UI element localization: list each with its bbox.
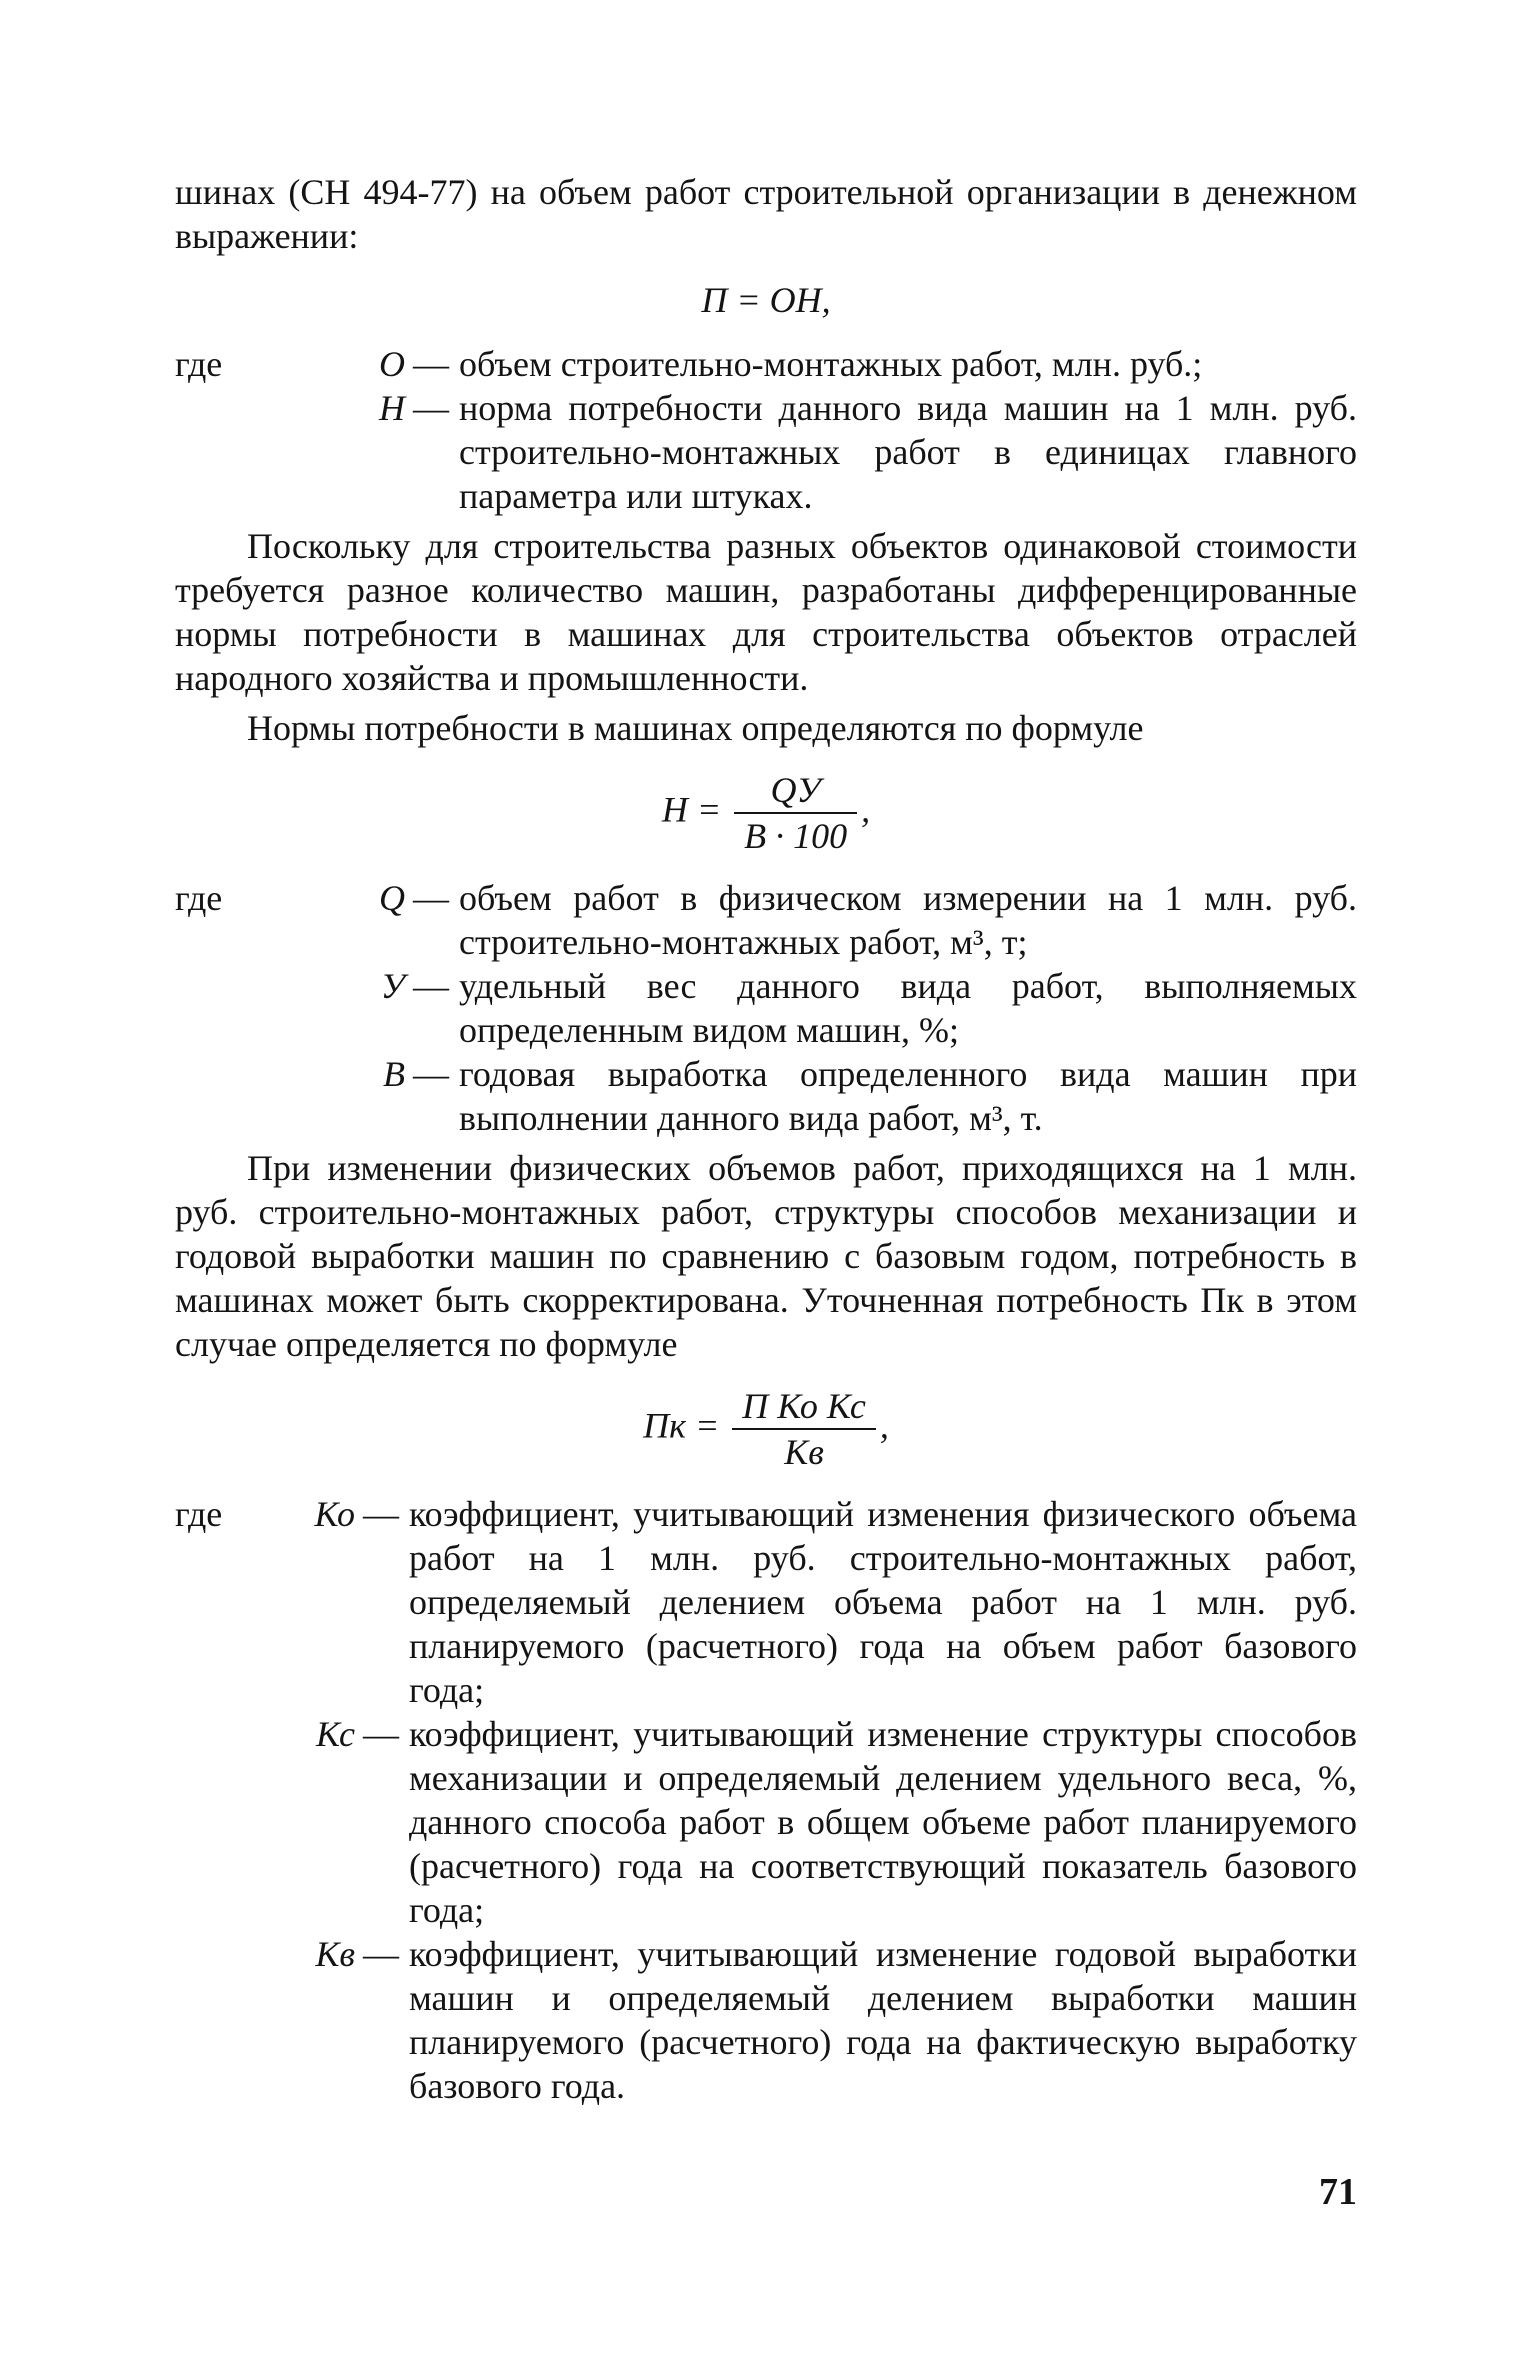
definitions-2 — [175, 876, 1357, 1140]
definition-symbol: Н — [379, 388, 405, 428]
body-text — [175, 170, 1357, 2114]
definition-text: объем строительно-монтажных работ, млн. руб.; — [459, 344, 1203, 384]
page-number: 71 — [1319, 2171, 1357, 2213]
definition-text: объем работ в физическом измерении на 1 млн. руб. строительно-монтажных работ, м³, т; — [459, 878, 1357, 962]
definition-item — [175, 964, 1357, 1052]
formula-fraction — [734, 770, 857, 856]
definition-dash: — — [363, 1714, 399, 1754]
definition-dash: — — [413, 966, 449, 1006]
definition-symbol: Кс — [316, 1714, 355, 1754]
definition-item — [175, 386, 1357, 518]
definition-dash: — — [413, 1054, 449, 1094]
definition-item — [175, 1712, 1357, 1932]
definition-text: удельный вес данного вида работ, выполняемых определенным видом машин, %; — [459, 966, 1357, 1050]
definition-text: коэффициент, учитывающий изменение структуры способов механизации и определяемый делением удельного веса, %, данного способа работ в общем объеме работ планируемого (расчетного) года на соответствующий показатель базового года; — [409, 1714, 1357, 1930]
where-label: где — [175, 878, 223, 918]
formula-p-equals-oh: П = ОН, — [701, 280, 831, 320]
definitions-3 — [175, 1492, 1357, 2108]
definition-item — [175, 1052, 1357, 1140]
definition-symbol: У — [380, 966, 405, 1006]
definition-item — [175, 1932, 1357, 2108]
where-label: где — [175, 344, 223, 384]
fraction-denominator: Кв — [784, 1432, 824, 1472]
definitions-1 — [175, 342, 1357, 518]
fraction-numerator: QУ — [734, 770, 857, 814]
paragraph-refined-need: При изменении физических объемов работ, приходящихся на 1 млн. руб. строительно-монтажных работ, структуры способов механизации и годовой выработки машин по сравнению с базовым годом, потребность в машинах может быть скорректирована. Уточненная потребность Пк в этом случае определяется по формуле — [175, 1148, 1357, 1364]
definition-dash: — — [413, 878, 449, 918]
definition-symbol: Ко — [314, 1494, 355, 1534]
where-label: где — [175, 1494, 223, 1534]
definition-dash: — — [363, 1494, 399, 1534]
definition-item — [175, 342, 1357, 386]
formula-tail: , — [861, 789, 871, 830]
definition-text: коэффициент, учитывающий изменения физического объема работ на 1 млн. руб. строительно-монтажных работ, определяемый делением объема работ на 1 млн. руб. планируемого (расчетного) года на объем работ базового года; — [409, 1494, 1357, 1710]
definition-symbol: Кв — [315, 1934, 355, 1974]
paragraph-differentiated-norms: Поскольку для строительства разных объектов одинаковой стоимости требуется разное количество машин, разработаны дифференцированные нормы потребности в машинах для строительства объектов отраслей народного хозяйства и промышленности. — [175, 526, 1357, 698]
fraction-numerator: П Ко Кс — [732, 1386, 876, 1430]
definition-text: годовая выработка определенного вида машин при выполнении данного вида работ, м³, т. — [459, 1054, 1357, 1138]
definition-text: норма потребности данного вида машин на 1 млн. руб. строительно-монтажных работ в единицах главного параметра или штуках. — [459, 388, 1357, 516]
formula-lhs: Н = — [661, 789, 722, 830]
definition-dash: — — [413, 344, 449, 384]
formula-lhs: Пк = — [643, 1405, 720, 1446]
definition-symbol: О — [379, 344, 405, 384]
intro-paragraph: шинах (СН 494-77) на объем работ строительной организации в денежном выражении: — [175, 172, 1357, 256]
definition-symbol: Q — [379, 878, 405, 918]
formula-fraction — [732, 1386, 876, 1472]
definition-item — [175, 876, 1357, 964]
formula-pk — [175, 1386, 1357, 1472]
definition-text: коэффициент, учитывающий изменение годовой выработки машин и определяемый делением выработки машин планируемого (расчетного) года на фактическую выработку базового года. — [409, 1934, 1357, 2106]
definition-symbol: В — [383, 1054, 405, 1094]
formula-norm-h — [175, 770, 1357, 856]
formula-tail: , — [879, 1405, 889, 1446]
definition-dash: — — [363, 1934, 399, 1974]
definition-dash: — — [413, 388, 449, 428]
paragraph-norms-formula-intro: Нормы потребности в машинах определяются по формуле — [247, 708, 1144, 748]
definition-item — [175, 1492, 1357, 1712]
fraction-denominator: В · 100 — [744, 816, 848, 856]
